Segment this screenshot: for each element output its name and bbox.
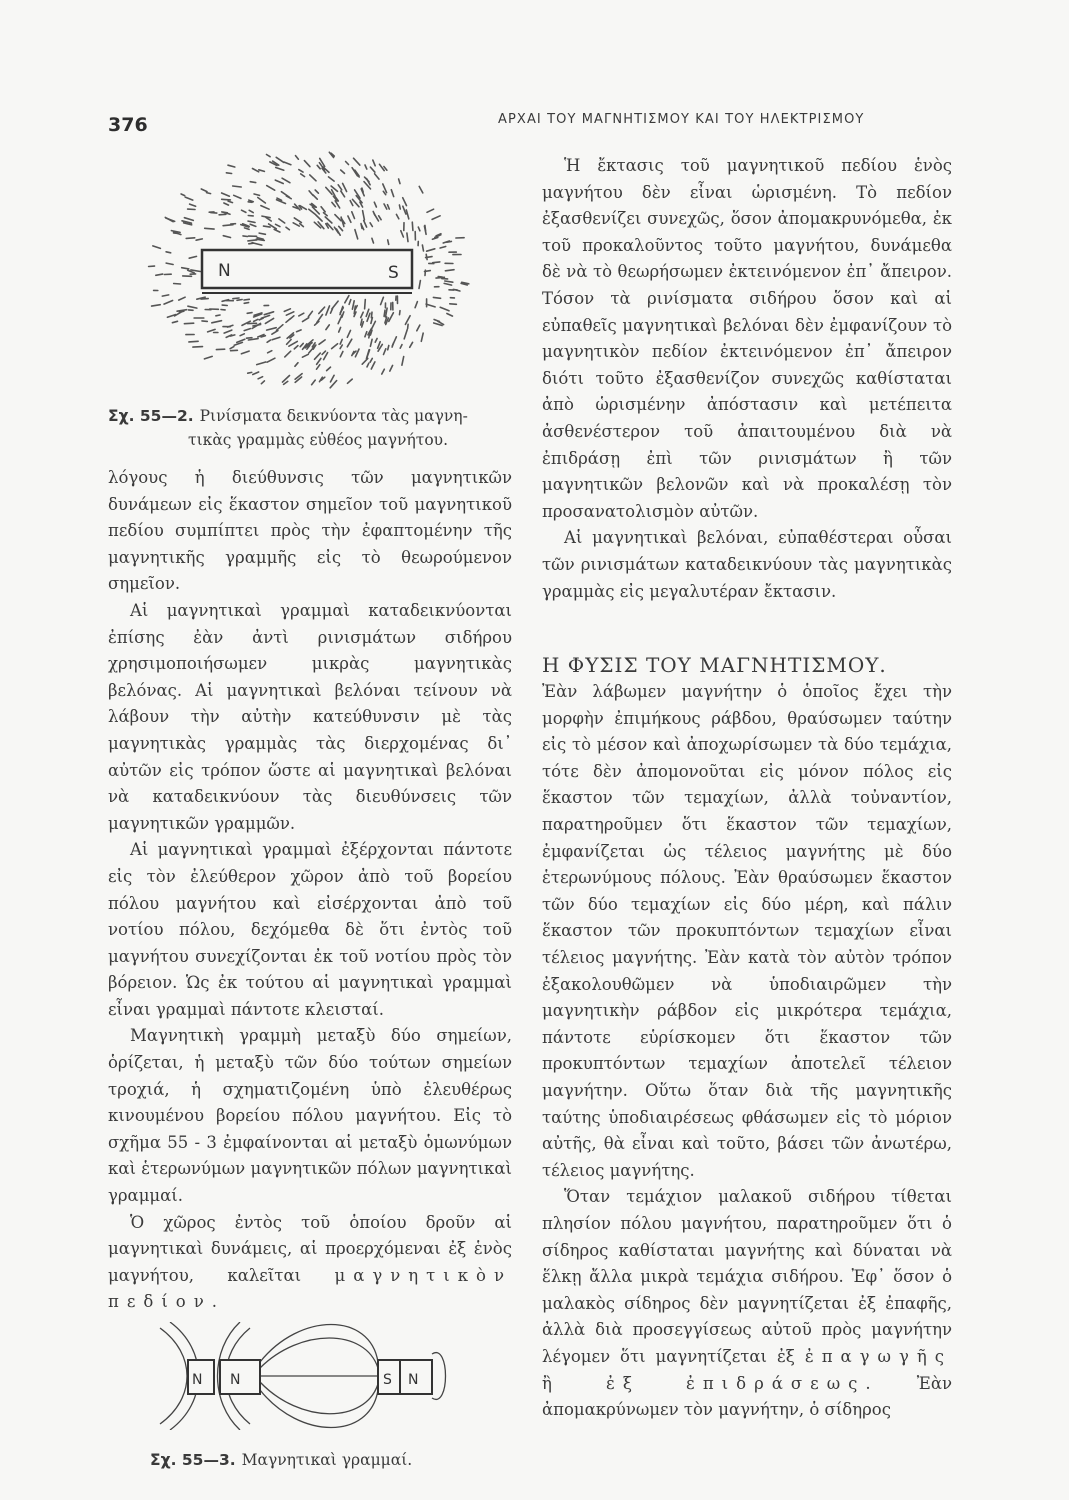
iron-filing xyxy=(365,165,367,169)
iron-filing xyxy=(202,321,207,322)
iron-filing xyxy=(384,310,385,316)
pole-label-2: N xyxy=(230,1372,241,1388)
iron-filing xyxy=(348,216,351,222)
iron-filing xyxy=(185,197,193,200)
iron-filing xyxy=(400,311,401,315)
iron-filing xyxy=(242,210,246,212)
iron-filing xyxy=(375,174,379,179)
iron-filing xyxy=(295,363,298,367)
iron-filing xyxy=(267,358,275,362)
iron-filing xyxy=(234,342,242,345)
iron-filing xyxy=(268,351,272,353)
iron-filing xyxy=(396,214,398,218)
iron-filing xyxy=(453,289,457,290)
iron-filing xyxy=(247,338,252,339)
iron-filing xyxy=(299,313,304,316)
figure1-caption-line2: τικὰς γραμμὰς εὐθέος μαγνήτου. xyxy=(188,431,449,449)
iron-filing xyxy=(191,270,201,272)
iron-filing xyxy=(447,314,453,317)
iron-filing xyxy=(294,218,301,223)
iron-filing xyxy=(253,325,261,327)
iron-filing xyxy=(244,299,249,300)
iron-filing xyxy=(279,219,285,223)
iron-filing xyxy=(296,156,299,160)
iron-filing xyxy=(347,330,350,337)
iron-filing xyxy=(286,227,289,230)
iron-filing xyxy=(329,177,335,181)
iron-filing xyxy=(276,157,284,162)
iron-filing xyxy=(162,295,168,296)
iron-filing xyxy=(371,362,375,369)
iron-filing xyxy=(410,342,413,347)
iron-filing xyxy=(375,339,377,343)
iron-filing xyxy=(319,340,325,344)
iron-filing xyxy=(339,327,341,332)
iron-filing xyxy=(401,231,404,237)
iron-filing xyxy=(440,307,449,311)
iron-filing xyxy=(440,247,446,249)
iron-filing xyxy=(339,226,343,230)
figure-bar-magnet-filings xyxy=(140,150,470,400)
iron-filing xyxy=(284,162,291,165)
iron-filing xyxy=(348,379,353,383)
iron-filing xyxy=(277,325,283,331)
iron-filing xyxy=(237,300,242,301)
left-paragraph-2: Αἱ μαγνητικαὶ γραμμαὶ καταδεικνύονται ἐπίσης ἐὰν ἀντὶ ρινισμάτων σιδήρου χρησιμοποιήσωμεν μικρὰς μαγνητικὰς βελόνας. Αἱ μαγνητικαὶ βελόναι τείνουν νὰ λάβουν τὴν αὐτὴν κατεύθυνσιν μὲ τὰς μαγνητικὰς γραμμὰς τὰς διερχομένας δι᾽ αὐτῶν εἰς τρόπον ὥστε αἱ μαγνητικαὶ βελόναι νὰ καταδεικνύουν τὰς διευθύνσεις τῶν μαγνητικῶν γραμμῶν. xyxy=(108,600,512,833)
iron-filing xyxy=(248,372,252,373)
iron-filing xyxy=(324,353,328,360)
iron-filing xyxy=(319,310,322,314)
iron-filing xyxy=(302,354,308,357)
iron-filing xyxy=(400,345,402,349)
iron-filing xyxy=(241,351,249,354)
iron-filing xyxy=(367,363,369,367)
iron-filing xyxy=(207,193,211,194)
iron-filing xyxy=(415,302,417,308)
iron-filing xyxy=(230,347,234,349)
iron-filing xyxy=(254,194,259,195)
iron-filing xyxy=(287,340,292,345)
iron-filing xyxy=(419,186,423,193)
left-column xyxy=(108,465,512,1316)
iron-filing xyxy=(386,308,388,317)
iron-filing xyxy=(264,226,271,227)
right-paragraph-4 xyxy=(542,1184,952,1423)
iron-filing xyxy=(156,274,163,275)
iron-filing xyxy=(315,190,318,193)
iron-filing xyxy=(402,357,404,366)
iron-filing xyxy=(261,206,269,210)
figure2-caption-text: Μαγνητικαὶ γραμμαί. xyxy=(241,1451,413,1469)
iron-filing xyxy=(243,236,248,237)
iron-filing xyxy=(341,191,345,197)
iron-filing xyxy=(361,312,364,317)
iron-filing xyxy=(228,325,233,327)
iron-filing xyxy=(264,312,273,315)
iron-filing xyxy=(285,351,291,357)
iron-filing xyxy=(354,158,360,165)
left-paragraph-1: λόγους ἡ διεύθυνσις τῶν μαγνητικῶν δυνάμεων εἰς ἕκαστον σημεῖον τοῦ μαγνητικοῦ πεδίου συμπίπτει πρὸς τὴν ἐφαπτομένην τῆς μαγνητικῆς γραμμῆς εἰς τὸ θεωρούμενον σημεῖον. xyxy=(108,468,512,594)
iron-filing xyxy=(261,381,264,384)
right-paragraph-1: Ἡ ἔκτασις τοῦ μαγνητικοῦ πεδίου ἑνὸς μαγνήτου δὲν εἶναι ὡρισμένη. Τὸ πεδίον ἐξασθενίζει συνεχῶς, ὅσον ἀπομακρυνόμεθα, ἐκ τοῦ προκαλοῦντος τοῦτο μαγνήτου, δυνάμεθα δὲ νὰ τὸ θεωρήσωμεν ἐκτεινόμενον ἐπ᾽ ἄπειρον. Τόσον τὰ ρινίσματα σιδήρου ὅσον καὶ αἱ εὐπαθεῖς μαγνητικαὶ βελόναι δὲν ἐμφανίζουν τὸ μαγνητικὸν πεδίον ἐκτεινόμενον ἐπ᾽ ἄπειρον διότι τοῦτο ἐξασθενίζον συνεχῶς καθίσταται ἀπὸ ὡρισμένην ἀπόστασιν καὶ μετέπειτα ἀσθενέστερον τοῦ ἀπαιτουμένου διὰ νὰ ἐπιδράσῃ ἐπὶ τῶν ρινισμάτων ἢ τῶν μαγνητικῶν βελονῶν καὶ νὰ προκαλέσῃ τὸν προσανατολισμὸν αὐτῶν. xyxy=(542,156,952,521)
iron-filing xyxy=(382,369,385,374)
iron-filing xyxy=(370,167,375,172)
iron-filing xyxy=(205,228,214,229)
iron-filing xyxy=(283,376,290,383)
iron-filing xyxy=(391,190,393,197)
iron-filing xyxy=(250,182,255,183)
iron-filing xyxy=(325,217,332,223)
iron-filing xyxy=(317,358,321,364)
left-paragraph-4: Μαγνητικὴ γραμμὴ μεταξὺ δύο σημείων, ὁρίζεται, ἡ μεταξὺ τῶν δύο τούτων σημείων τροχιά, ἡ σχηματιζομένη ὑπὸ ἐλευθέρως κινουμένου βορείου πόλου μαγνήτου. Εἰς τὸ σχῆμα 55 - 3 ἐμφαίνονται αἱ μεταξὺ ὁμωνύμων καὶ ἑτερωνύμων μαγνητικῶν πόλων μαγνητικαὶ γραμμαί. xyxy=(108,1026,512,1206)
iron-filing xyxy=(272,331,278,335)
iron-filing xyxy=(384,349,386,355)
iron-filing xyxy=(315,353,321,359)
iron-filing xyxy=(403,198,407,206)
iron-filing xyxy=(211,213,217,214)
iron-filing xyxy=(188,306,197,308)
iron-filing xyxy=(249,243,253,244)
iron-filing xyxy=(365,300,366,309)
iron-filing xyxy=(327,367,331,371)
iron-filing xyxy=(370,339,372,346)
iron-filing xyxy=(253,169,259,172)
iron-filing xyxy=(226,335,232,338)
iron-filing xyxy=(432,216,440,220)
iron-filing xyxy=(436,277,444,278)
iron-filing xyxy=(390,365,393,371)
iron-filing xyxy=(340,345,342,349)
iron-filing xyxy=(223,225,233,226)
figure1-caption xyxy=(108,404,518,452)
iron-filing xyxy=(417,325,420,331)
iron-filing xyxy=(290,316,294,319)
iron-filing xyxy=(331,309,333,314)
iron-filing xyxy=(389,313,394,322)
iron-filing xyxy=(346,162,349,165)
iron-filing xyxy=(317,165,320,169)
iron-filing xyxy=(208,329,216,332)
iron-filing xyxy=(300,224,304,227)
figure1-caption-number: Σχ. 55—2. xyxy=(108,407,194,425)
iron-filing xyxy=(316,215,322,221)
iron-filing xyxy=(404,330,407,339)
iron-filing xyxy=(267,340,270,342)
iron-filing xyxy=(326,187,332,194)
iron-filing xyxy=(370,358,372,362)
iron-filing xyxy=(444,283,451,285)
iron-filing xyxy=(349,300,351,305)
iron-filing xyxy=(276,224,280,226)
iron-filing xyxy=(418,227,420,231)
page-number: 376 xyxy=(108,114,148,136)
iron-filing xyxy=(272,337,280,340)
term-magnetic-field: μαγνητικὸν πεδίον. xyxy=(108,1265,512,1312)
iron-filing xyxy=(204,356,212,359)
iron-filing xyxy=(427,209,434,212)
iron-filing xyxy=(341,170,345,173)
iron-filing xyxy=(166,252,171,253)
iron-filing xyxy=(384,204,387,209)
iron-filing xyxy=(190,204,196,206)
iron-filing xyxy=(250,224,256,226)
right-paragraph-3: Ἐὰν λάβωμεν μαγνήτην ὁ ὁποῖος ἔχει τὴν μορφὴν ἐπιμήκους ράβδου, θραύσωμεν ταύτην εἰς τὸ μέσον καὶ ἀποχωρίσωμεν τὰ δύο τεμάχια, τότε δὲν ἀπομονοῦται εἰς μόνον πόλος εἰς ἕκαστον τῶν τεμαχίων, ἀλλὰ τοὐναντίον, παρατηροῦμεν ὅτι ἕκαστον τῶν τεμαχίων, ἐμφανίζεται ὡς τέλειος μαγνήτης μὲ δύο ἑτερωνύμους πόλους. Ἐὰν θραύσωμεν ἕκαστον τῶν δύο τεμαχίων εἰς δύο μέρη, καὶ πάλιν ἕκαστον τῶν προκυπτόντων τεμαχίων εἶναι τέλειος μαγνήτης. Ἐὰν κατὰ τὸν αὐτὸν τρόπον ἐξακολουθῶμεν νὰ ὑποδιαιρῶμεν τὴν μαγνητικὴν ράβδον εἰς μικρότερα τεμάχια, πάντοτε εὑρίσκομεν ὅτι ἕκαστον τῶν προκυπτόντων τεμαχίων ἀποτελεῖ τέλειον μαγνήτην. Οὕτω ὅταν διὰ τῆς μαγνητικῆς ταύτης ὑποδιαιρέσεως φθάσωμεν εἰς τὸ μόριον αὐτῆς, θὰ εἶναι καὶ τοῦτο, βάσει τῶν ἀνωτέρω, τέλειος μαγνήτης. xyxy=(542,682,952,1180)
iron-filing xyxy=(166,263,173,264)
iron-filing xyxy=(450,304,457,305)
left-paragraph-5 xyxy=(108,1210,512,1316)
iron-filing xyxy=(265,318,273,323)
iron-filing xyxy=(317,365,320,370)
iron-filing xyxy=(380,164,385,170)
iron-filing xyxy=(245,228,250,230)
iron-filing xyxy=(223,236,230,238)
iron-filing xyxy=(284,381,288,384)
iron-filing xyxy=(304,161,310,167)
magnet-south-label: S xyxy=(388,263,399,283)
iron-filing xyxy=(224,330,232,333)
iron-filing xyxy=(179,297,185,300)
iron-filing xyxy=(381,297,384,304)
iron-filing xyxy=(172,321,177,322)
iron-filing xyxy=(196,239,202,240)
iron-filing xyxy=(249,210,253,212)
iron-filing xyxy=(254,319,258,321)
iron-filing xyxy=(248,339,258,340)
iron-filing xyxy=(338,315,342,324)
iron-filing xyxy=(244,303,248,304)
right-column xyxy=(542,153,952,1424)
figure2-caption-number: Σχ. 55—3. xyxy=(150,1451,236,1469)
iron-filing xyxy=(186,238,195,239)
iron-filing xyxy=(267,155,271,157)
iron-filing xyxy=(248,221,255,222)
iron-filing xyxy=(222,193,230,196)
figure1-caption-line1: Ρινίσματα δεικνύοντα τὰς μαγνη- xyxy=(199,407,468,425)
iron-filing xyxy=(340,339,342,344)
iron-filing xyxy=(388,240,389,245)
figure2-caption xyxy=(150,1448,510,1472)
iron-filing xyxy=(340,352,343,357)
iron-filing xyxy=(303,318,309,322)
pole-label-4: N xyxy=(408,1372,419,1388)
iron-filing xyxy=(258,198,266,204)
iron-filing xyxy=(193,347,203,348)
iron-filing xyxy=(355,230,358,239)
iron-filing xyxy=(234,195,241,198)
iron-filing xyxy=(262,216,270,218)
iron-filing xyxy=(406,210,409,219)
term-induction: ἐπαγωγῆς ἢ ἐξ ἐπιδράσεως. xyxy=(542,1346,952,1393)
iron-filing xyxy=(240,334,244,336)
iron-filing xyxy=(261,315,269,318)
iron-filing xyxy=(407,233,408,242)
iron-filing xyxy=(308,311,312,316)
iron-filing xyxy=(399,205,400,209)
iron-filing xyxy=(372,238,374,243)
iron-filing xyxy=(310,175,316,181)
iron-filing xyxy=(447,241,452,242)
iron-filing xyxy=(422,245,423,251)
iron-filing xyxy=(421,333,423,341)
iron-filing xyxy=(164,301,173,305)
iron-filing xyxy=(350,201,353,206)
section-heading: Η ΦΥΣΙΣ ΤΟΥ ΜΑΓΝΗΤΙΣΜΟΥ. xyxy=(542,653,887,678)
iron-filing xyxy=(228,165,235,167)
iron-filing xyxy=(233,298,239,299)
iron-filing xyxy=(282,178,290,183)
running-header: ΑΡΧΑΙ ΤΟΥ ΜΑΓΝΗΤΙΣΜΟΥ ΚΑΙ ΤΟΥ ΗΛΕΚΤΡΙΣΜΟΥ xyxy=(498,112,865,127)
iron-filing xyxy=(365,177,370,182)
left-paragraph-3: Αἱ μαγνητικαὶ γραμμαὶ ἐξέρχονται πάντοτε εἰς τὸν ἐλεύθερον χῶρον ἀπὸ τοῦ βορείου πόλου μαγνήτου καὶ εἰσέρχονται ἀπὸ τοῦ νοτίου πόλου, δεχόμεθα δὲ ὅτι ἐντὸς τοῦ μαγνήτου συνεχίζονται ἐκ τοῦ νοτίου πρὸς τὸν βόρειον. Ὡς ἐκ τούτου αἱ μαγνητικαὶ γραμμαὶ εἶναι γραμμαὶ πάντοτε κλεισταί. xyxy=(108,840,512,1019)
magnet-north-label: N xyxy=(218,261,231,281)
iron-filing xyxy=(226,173,231,174)
iron-filing xyxy=(388,346,389,350)
iron-filing xyxy=(286,312,294,315)
iron-filing xyxy=(445,270,454,271)
iron-filing xyxy=(403,206,406,214)
bar-magnet xyxy=(202,250,412,288)
iron-filing xyxy=(345,296,349,303)
iron-filing xyxy=(201,299,208,300)
iron-filing xyxy=(352,352,354,356)
iron-filing xyxy=(370,223,372,227)
iron-filing xyxy=(293,223,299,226)
iron-filing xyxy=(433,262,440,263)
iron-filing xyxy=(284,309,290,312)
iron-filing xyxy=(237,339,245,342)
iron-filing xyxy=(300,343,303,346)
right-paragraph-4-end: Ἐὰν ἀπομακρύνωμεν τὸν μαγνήτην, ὁ σίδηρος xyxy=(542,1373,952,1420)
figure-magnetic-lines xyxy=(150,1322,450,1430)
iron-filing xyxy=(412,222,413,230)
right-paragraph-4-text: Ὅταν τεμάχιον μαλακοῦ σιδήρου τίθεται πλησίον πόλου μαγνήτου, παρατηροῦμεν ὅτι ὁ σίδηρος καθίσταται μαγνήτης καὶ δύναται νὰ ἕλκῃ ἄλλα μικρὰ τεμάχια σιδήρου. Ἐφ᾽ ὅσον ὁ μαλακὸς σίδηρος δὲν μαγνητίζεται ἐξ ἐπαφῆς, ἀλλὰ διὰ προσεγγίσεως αὐτοῦ πρὸς μαγνήτην λέγομεν ὅτι μαγνητίζεται ἐξ xyxy=(542,1187,952,1366)
iron-filing xyxy=(355,349,359,357)
iron-filing xyxy=(332,301,338,309)
iron-filing xyxy=(274,229,280,232)
iron-filing xyxy=(388,205,390,209)
iron-filing xyxy=(189,341,198,342)
iron-filing xyxy=(347,339,352,347)
iron-filing xyxy=(321,207,325,212)
iron-filing xyxy=(373,160,375,166)
iron-filing xyxy=(258,377,263,379)
iron-filing xyxy=(408,324,409,328)
iron-filing xyxy=(253,372,259,375)
iron-filing xyxy=(426,304,435,307)
iron-filing xyxy=(313,195,317,199)
iron-filing xyxy=(405,316,410,325)
iron-filing xyxy=(182,268,189,269)
iron-filing xyxy=(184,323,193,324)
iron-filing xyxy=(152,305,161,306)
iron-filing xyxy=(257,362,266,365)
iron-filing xyxy=(399,179,400,184)
iron-filing xyxy=(427,249,435,251)
iron-filing xyxy=(244,329,250,331)
iron-filing xyxy=(419,281,420,289)
iron-filing xyxy=(379,216,381,220)
iron-filing xyxy=(335,215,341,221)
iron-filing xyxy=(352,301,354,309)
iron-filing xyxy=(445,281,453,282)
pole-label-1: N xyxy=(192,1372,203,1388)
iron-filing xyxy=(426,257,432,258)
iron-filing xyxy=(332,202,336,206)
iron-filing xyxy=(267,328,277,330)
iron-filing xyxy=(216,315,220,316)
iron-filing xyxy=(201,189,207,192)
iron-filing xyxy=(356,174,359,178)
iron-filing xyxy=(247,313,252,314)
iron-filing xyxy=(259,170,265,172)
iron-filing xyxy=(433,297,440,298)
iron-filing xyxy=(326,306,330,315)
iron-filing xyxy=(222,199,231,200)
iron-filing xyxy=(364,221,367,228)
iron-filing xyxy=(275,180,283,183)
iron-filing xyxy=(365,332,367,337)
iron-filing xyxy=(267,186,275,191)
iron-filing xyxy=(153,246,161,249)
iron-filing xyxy=(301,174,305,177)
iron-filing xyxy=(326,325,329,330)
iron-filing xyxy=(219,214,226,215)
iron-filing xyxy=(297,330,302,332)
iron-filing xyxy=(224,203,229,205)
iron-filing xyxy=(189,256,196,258)
iron-filing xyxy=(294,346,298,349)
iron-filing xyxy=(228,201,232,203)
iron-filing xyxy=(184,218,193,221)
iron-filing xyxy=(174,284,181,285)
iron-filing xyxy=(338,185,342,190)
iron-filing xyxy=(289,341,297,346)
iron-filing xyxy=(392,343,393,347)
iron-filing xyxy=(248,240,257,241)
iron-filing xyxy=(374,202,376,207)
iron-filing xyxy=(352,212,355,219)
right-paragraph-2: Αἱ μαγνητικαὶ βελόναι, εὐπαθέστεραι οὖσαι τῶν ρινισμάτων καταδεικνύουν τὰς μαγνητικὰς γραμμὰς εἰς μεγαλυτέραν ἔκτασιν. xyxy=(542,528,952,601)
iron-filing xyxy=(299,170,303,173)
iron-filing xyxy=(259,233,265,234)
iron-filing xyxy=(276,168,284,171)
pole-label-3: S xyxy=(383,1372,392,1388)
iron-filing xyxy=(212,321,222,323)
iron-filing xyxy=(331,375,335,382)
iron-filing xyxy=(322,351,325,354)
iron-filing xyxy=(324,213,328,216)
iron-filing xyxy=(343,183,347,191)
iron-filing xyxy=(312,380,316,385)
left-paragraph-5-text: Ὁ χῶρος ἐντὸς τοῦ ὁποίου δροῦν αἱ μαγνητικαὶ δυνάμεις, αἱ προερχόμεναι ἐξ ἑνὸς μαγνήτου, καλεῖται xyxy=(108,1212,512,1285)
iron-filing xyxy=(374,214,378,221)
iron-filing xyxy=(332,344,338,349)
iron-filing xyxy=(363,211,365,220)
iron-filing xyxy=(181,194,185,196)
iron-filing xyxy=(233,186,242,187)
